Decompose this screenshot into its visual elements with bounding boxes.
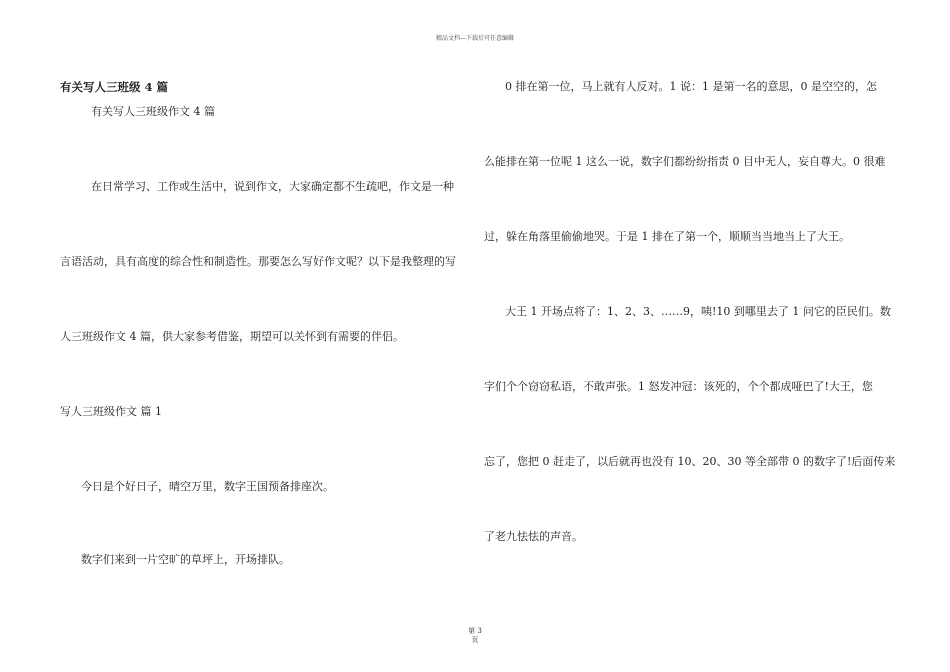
- page-header: 精品文档---下载后可任意编辑: [435, 35, 515, 42]
- paragraph-line: 字们个个窃窃私语，不敢声张。1 怒发冲冠：该死的，个个都成哑巴了!大王，您: [484, 380, 873, 393]
- document-title: 有关写人三班级 4 篇: [60, 80, 169, 94]
- paragraph-line: 今日是个好日子，晴空万里，数字王国预备排座次。: [81, 480, 334, 493]
- paragraph-line: 么能排在第一位呢 1 这么一说，数字们都纷纷指责 0 目中无人，妄自尊大。0 很难: [484, 155, 886, 168]
- paragraph-line: 数字们来到一片空旷的草坪上，开场排队。: [81, 553, 290, 566]
- page-number: 第 3: [468, 627, 482, 635]
- paragraph-line: 人三班级作文 4 篇，供大家参考借鉴，期望可以关怀到有需要的伴侣。: [60, 330, 404, 343]
- page-number-unit: 页: [471, 636, 479, 644]
- paragraph-line: 在日常学习、工作或生活中，说到作文，大家确定都不生疏吧，作文是一种: [91, 180, 454, 193]
- paragraph-line: 言语活动，具有高度的综合性和制造性。那要怎么写好作文呢？以下是我整理的写: [60, 255, 456, 268]
- section-heading: 写人三班级作文 篇 1: [60, 405, 162, 418]
- paragraph-line: 过，躲在角落里偷偷地哭。于是 1 排在了第一个，顺顺当当地当上了大王。: [484, 230, 850, 243]
- subtitle-line: 有关写人三班级作文 4 篇: [91, 105, 215, 118]
- paragraph-line: 了老九怯怯的声音。: [484, 530, 583, 543]
- paragraph-line: 大王 1 开场点将了：1、2、3、……9，咦!10 到哪里去了 1 问它的臣民们。数: [505, 305, 891, 318]
- paragraph-line: 忘了，您把 0 赶走了，以后就再也没有 10、20、30 等全部带 0 的数字了!后面传来: [484, 455, 896, 468]
- paragraph-line: 0 排在第一位，马上就有人反对。1 说：1 是第一名的意思，0 是空空的，怎: [505, 80, 877, 93]
